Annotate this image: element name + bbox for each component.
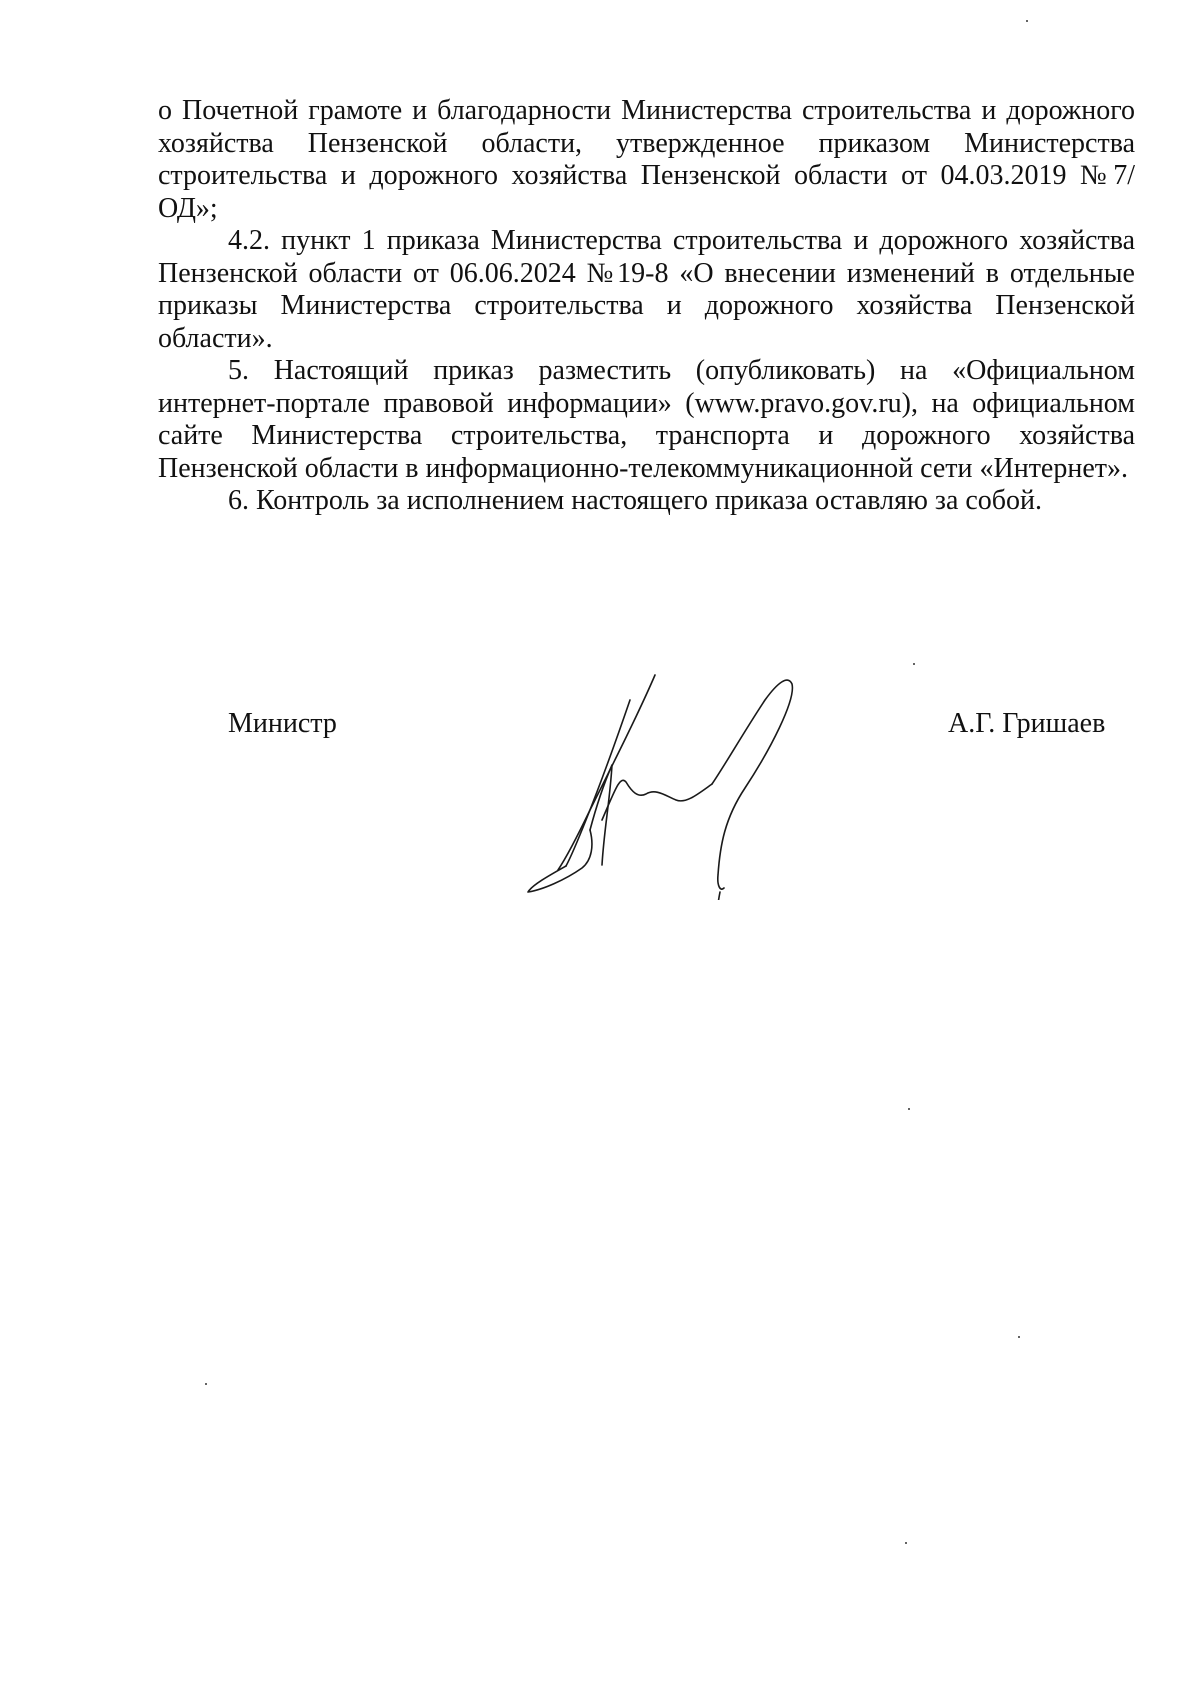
signatory-name: А.Г. Гришаев bbox=[948, 708, 1106, 739]
signatory-role: Министр bbox=[228, 708, 337, 739]
handwritten-signature bbox=[520, 670, 820, 900]
scan-speck bbox=[1018, 1336, 1020, 1338]
paragraph-decree-reference: о Почетной грамоте и благодарности Министерства строительства и дорожного хозяйства Пензенской области, утвержденное приказом Министерства строительства и дорожного хозяйства Пензенской области от 04.03.2019 №7/ОД»; bbox=[158, 95, 1135, 224]
scan-speck bbox=[1026, 20, 1028, 22]
paragraph-item-6: 6. Контроль за исполнением настоящего приказа оставляю за собой. bbox=[228, 485, 1043, 516]
scan-speck bbox=[905, 1542, 907, 1544]
scan-speck bbox=[913, 663, 915, 665]
paragraph-item-5: 5. Настоящий приказ разместить (опубликовать) на «Официальном интернет-портале правовой информации» (www.pravo.gov.ru), на официальном сайте Министерства строительства, транспорта и дорожного хозяйства Пензенской области в информационно-телекоммуникационной сети «Интернет». bbox=[158, 355, 1135, 484]
scan-speck bbox=[908, 1108, 910, 1110]
paragraph-item-4-2: 4.2. пункт 1 приказа Министерства строительства и дорожного хозяйства Пензенской области от 06.06.2024 №19-8 «О внесении изменений в отдельные приказы Министерства строительства и дорожного хозяйства Пензенской области». bbox=[158, 225, 1135, 354]
scan-speck bbox=[205, 1383, 207, 1385]
